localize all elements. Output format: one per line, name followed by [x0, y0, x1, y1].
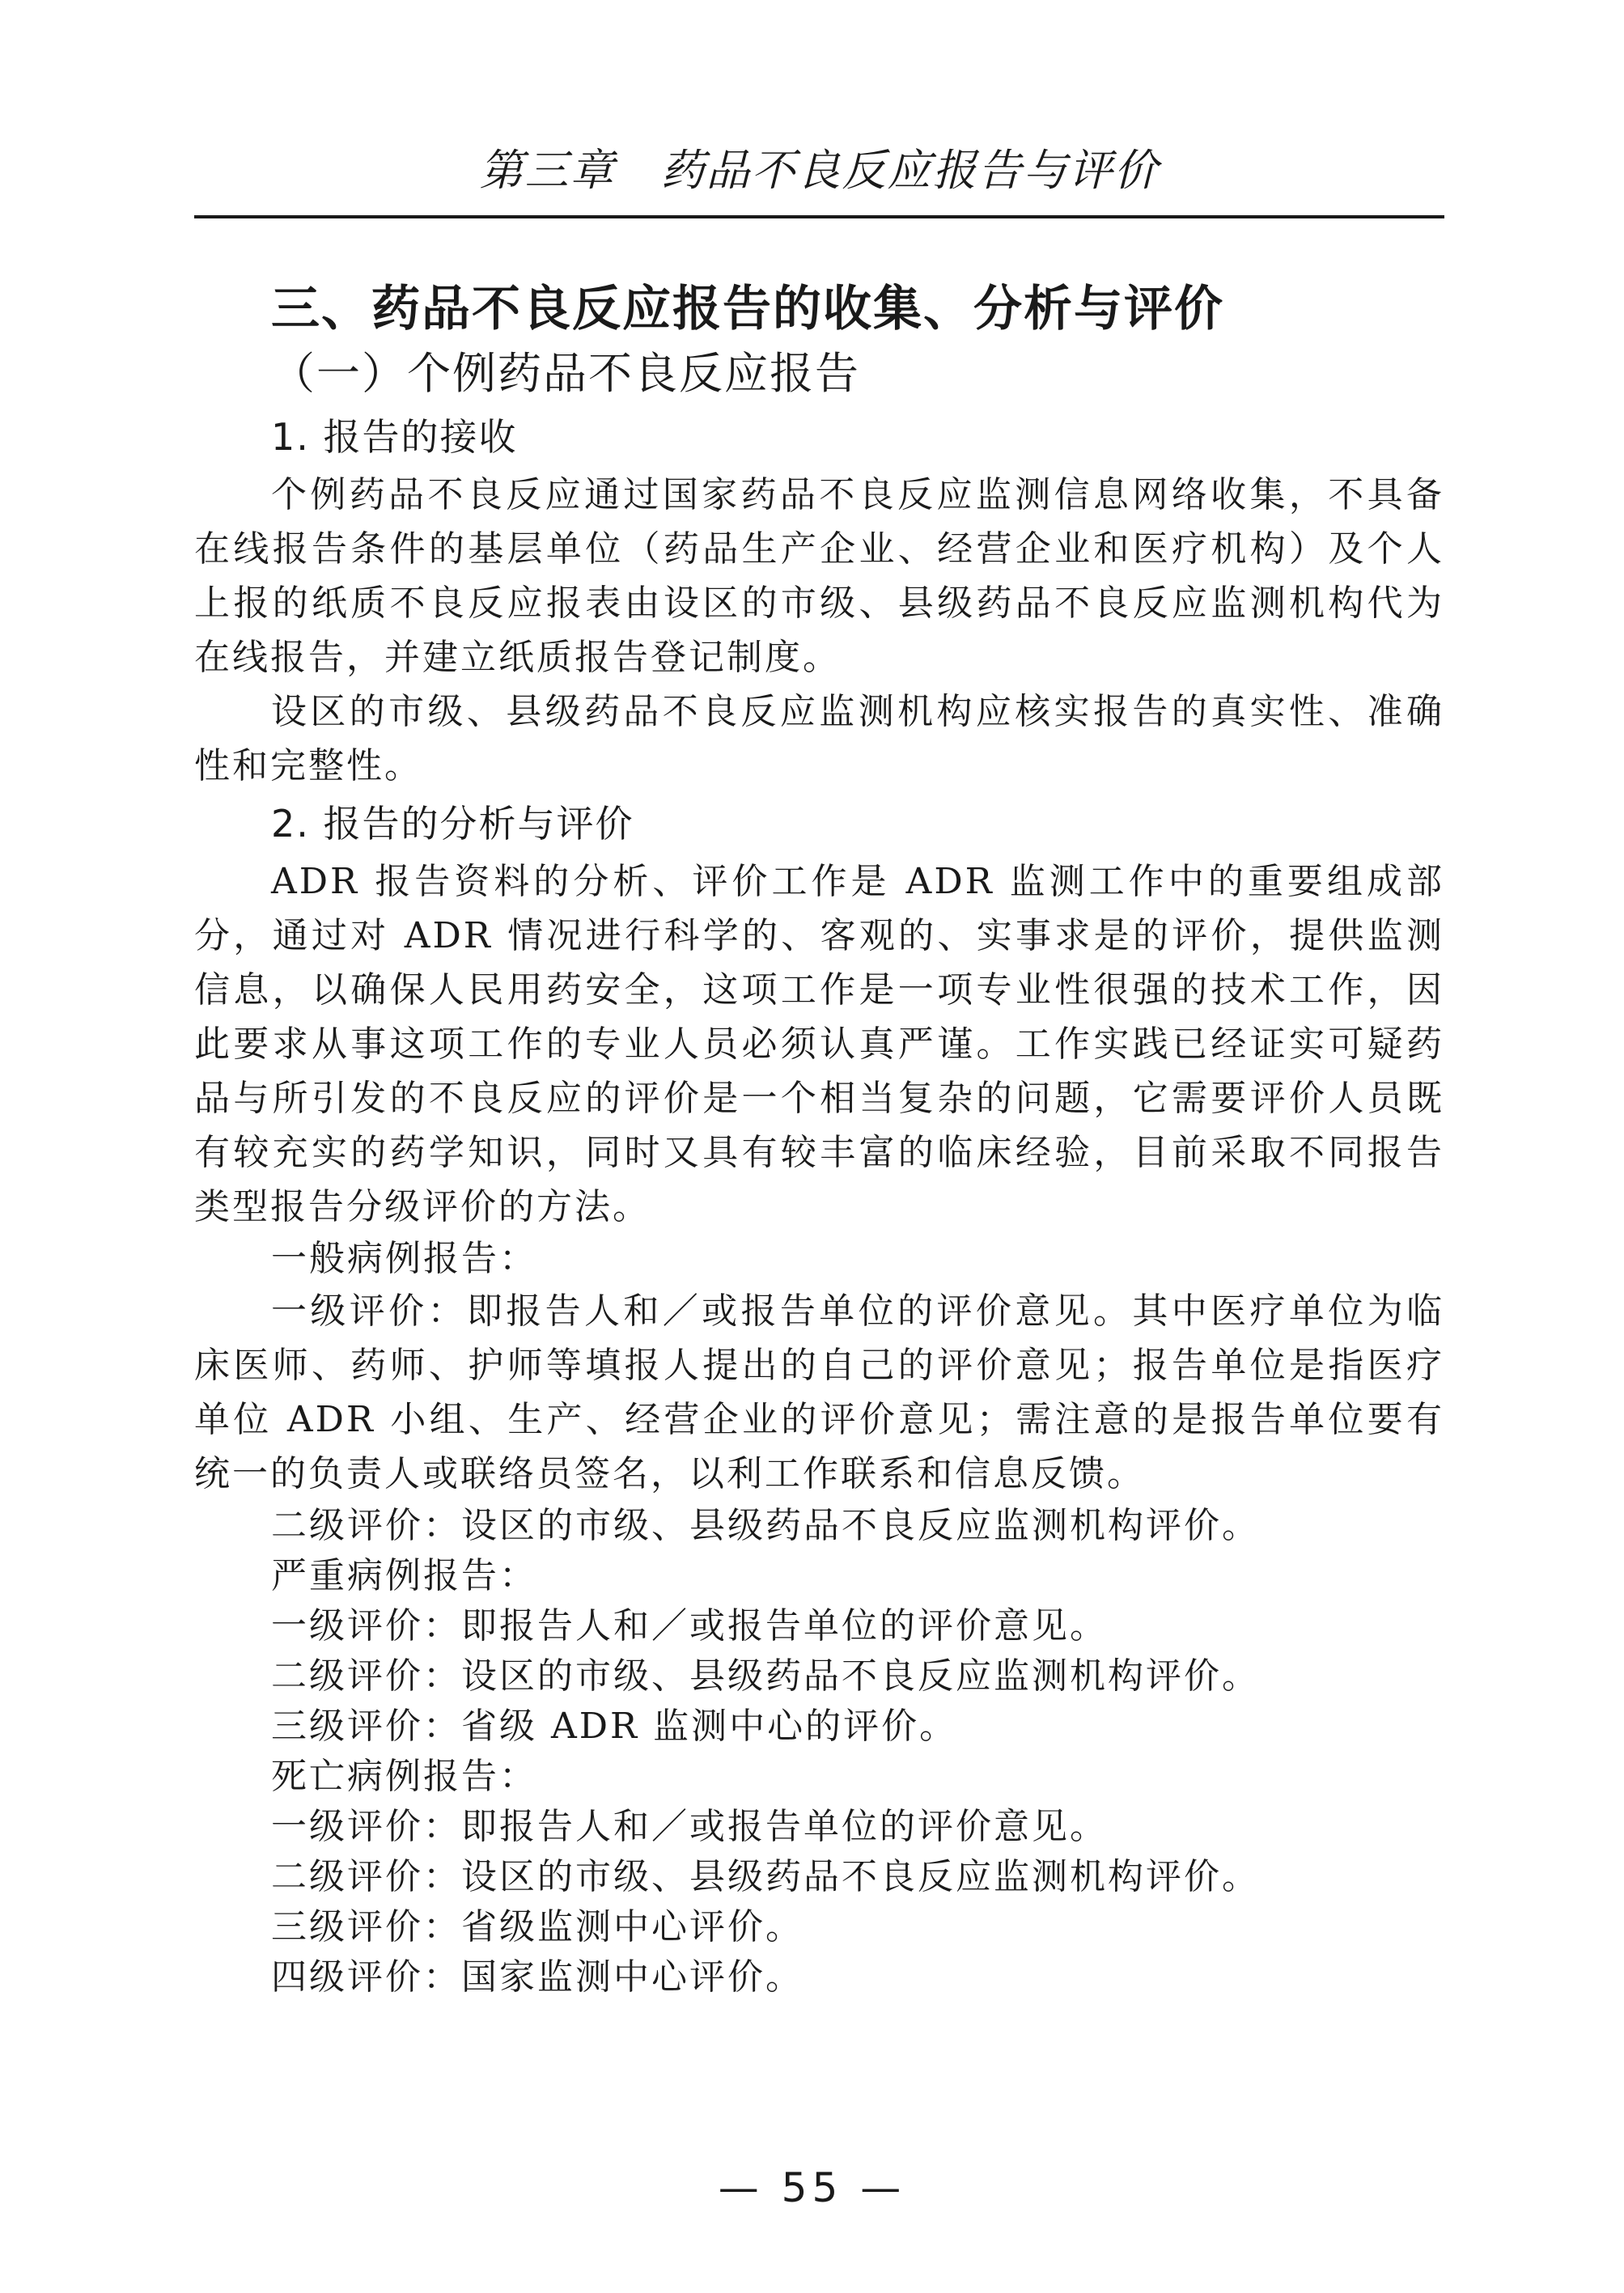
- chapter-title: 第三章 药品不良反应报告与评价: [479, 145, 1160, 196]
- death-level-line: 一级评价：即报告人和／或报告单位的评价意见。: [271, 1806, 1108, 1847]
- page-number: — 55 —: [718, 2164, 906, 2211]
- page-body: [194, 277, 1444, 2003]
- serious-level-line: 一级评价：即报告人和／或报告单位的评价意见。: [271, 1605, 1108, 1647]
- death-level-line: 二级评价：设区的市级、县级药品不良反应监测机构评价。: [271, 1856, 1260, 1897]
- running-header: [194, 113, 1444, 218]
- part2-heading: 2. 报告的分析与评价: [271, 802, 634, 846]
- section-heading: 三、药品不良反应报告的收集、分析与评价: [271, 281, 1224, 337]
- serious-level-line: 三级评价：省级 ADR 监测中心的评价。: [271, 1706, 958, 1747]
- part2-intro-paragraph: ADR 报告资料的分析、评价工作是 ADR 监测工作中的重要组成部分，通过对 ADR 情况进行科学的、客观的、实事求是的评价，提供监测信息，以确保人民用药安全，这项工作是一项专业性很强的技术工作，因此要求从事这项工作的专业人员必须认真严谨。工作实践已经证实可疑药品与所引发的不良反应的评价是一个相当复杂的问题，它需要评价人员既有较充实的药学知识，同时又具有较丰富的临床经验，目前采取不同报告类型报告分级评价的方法。: [194, 861, 1444, 1227]
- death-level-line: 四级评价：国家监测中心评价。: [271, 1956, 804, 1998]
- part1-paragraph: 个例药品不良反应通过国家药品不良反应监测信息网络收集，不具备在线报告条件的基层单位（药品生产企业、经营企业和医疗机构）及个人上报的纸质不良反应报表由设区的市级、县级药品不良反应监测机构代为在线报告，并建立纸质报告登记制度。: [194, 474, 1444, 678]
- serious-report-label: 严重病例报告：: [271, 1555, 537, 1596]
- part1-paragraph: 设区的市级、县级药品不良反应监测机构应核实报告的真实性、准确性和完整性。: [194, 691, 1444, 786]
- serious-level-line: 二级评价：设区的市级、县级药品不良反应监测机构评价。: [271, 1655, 1260, 1697]
- subsection-heading: （一）个例药品不良反应报告: [271, 348, 860, 399]
- part1-heading: 1. 报告的接收: [271, 415, 518, 459]
- general-report-label: 一般病例报告：: [271, 1238, 537, 1279]
- death-report-label: 死亡病例报告：: [271, 1756, 537, 1797]
- general-level1-paragraph: 一级评价：即报告人和／或报告单位的评价意见。其中医疗单位为临床医师、药师、护师等填报人提出的自己的评价意见；报告单位是指医疗单位 ADR 小组、生产、经营企业的评价意见；需注意的是报告单位要有统一的负责人或联络员签名，以利工作联系和信息反馈。: [194, 1291, 1444, 1494]
- death-level-line: 三级评价：省级监测中心评价。: [271, 1906, 804, 1948]
- general-level2-line: 二级评价：设区的市级、县级药品不良反应监测机构评价。: [271, 1505, 1260, 1546]
